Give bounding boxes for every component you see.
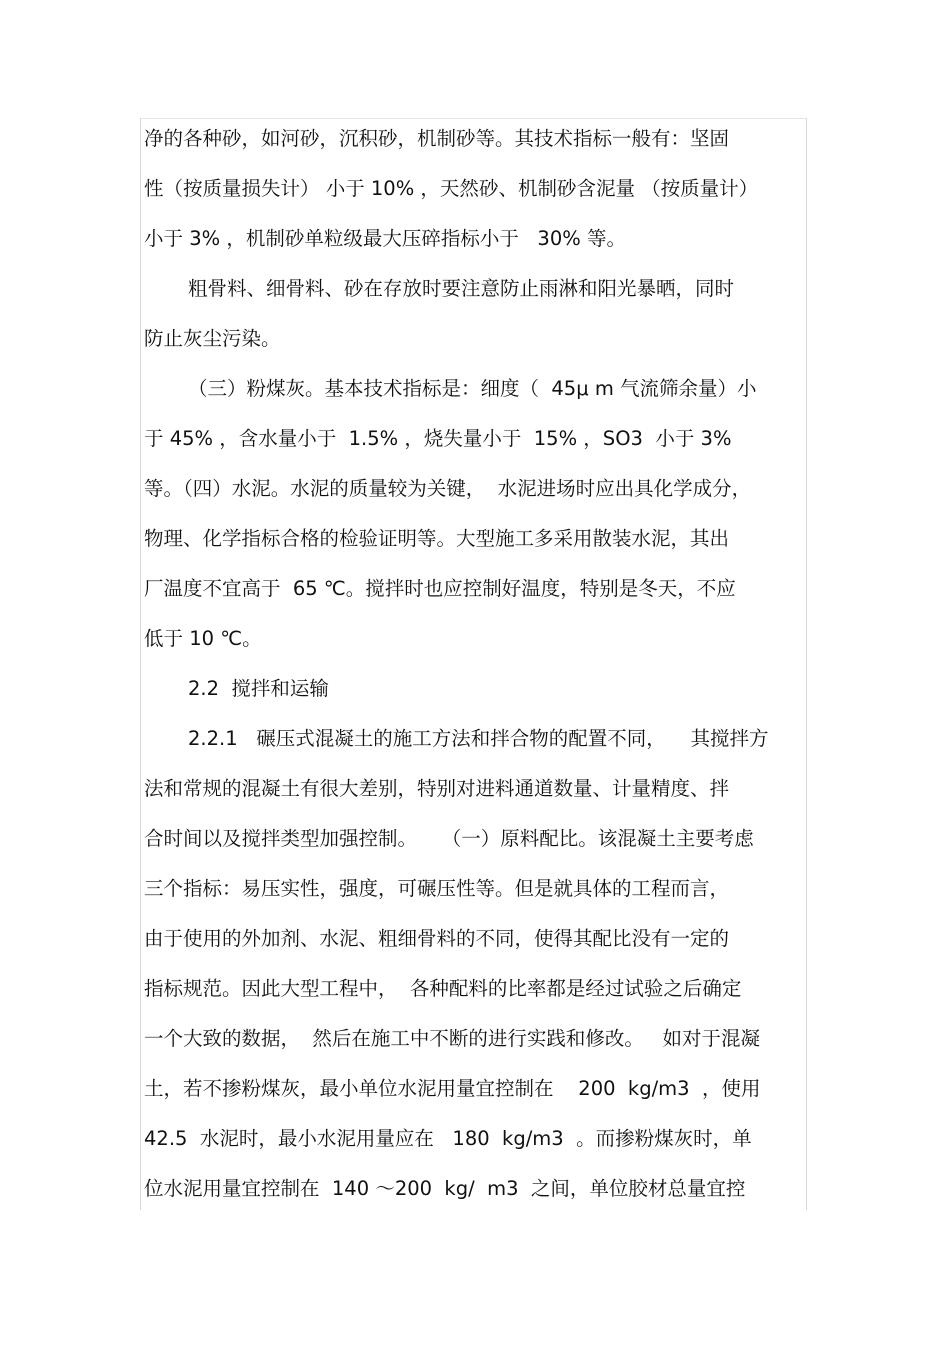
paragraph-line: 法和常规的混凝土有很大差别，特别对进料通道数量、计量精度、拌 [144, 777, 730, 800]
paragraph-line: 位水泥用量宜控制在 140 ～200 kg/ m3 之间，单位胶材总量宜控 [144, 1177, 746, 1200]
paragraph-line: 2.2.1 碾压式混凝土的施工方法和拌合物的配置不同， 其搅拌方 [188, 727, 769, 750]
paragraph-line: 粗骨料、细骨料、砂在存放时要注意防止雨淋和阳光暴晒，同时 [188, 277, 735, 300]
paragraph-line: 小于 3% ，机制砂单粒级最大压碎指标小于 30% 等。 [144, 227, 626, 250]
document-body [144, 114, 808, 1214]
paragraph-line: 由于使用的外加剂、水泥、粗细骨料的不同，使得其配比没有一定的 [144, 927, 730, 950]
paragraph-line: 42.5 水泥时，最小水泥用量应在 180 kg/m3 。而掺粉煤灰时，单 [144, 1127, 752, 1150]
section-heading: 2.2 搅拌和运输 [188, 677, 329, 700]
paragraph-line: 等。（四）水泥。水泥的质量较为关键， 水泥进场时应出具化学成分， [144, 477, 752, 500]
paragraph-line: 于 45% ，含水量小于 1.5% ，烧失量小于 15% ，SO3 小于 3% [144, 427, 732, 450]
paragraph-line: 指标规范。因此大型工程中， 各种配料的比率都是经过试验之后确定 [144, 977, 742, 1000]
paragraph-line: 低于 10 ℃。 [144, 627, 262, 650]
paragraph-line: 防止灰尘污染。 [144, 327, 281, 350]
paragraph-line: 性（按质量损失计） 小于 10% ，天然砂、机制砂含泥量 （按质量计） [144, 177, 759, 200]
paragraph-line: 合时间以及搅拌类型加强控制。 （一）原料配比。该混凝土主要考虑 [144, 827, 754, 850]
paragraph-line: （三）粉煤灰。基本技术指标是：细度（ 45μ m 气流筛余量）小 [188, 377, 757, 400]
paragraph-line: 三个指标：易压实性，强度，可碾压性等。但是就具体的工程而言， [144, 877, 730, 900]
paragraph-line: 物理、化学指标合格的检验证明等。大型施工多采用散装水泥，其出 [144, 527, 730, 550]
paragraph-line: 厂温度不宜高于 65 ℃。搅拌时也应控制好温度，特别是冬天，不应 [144, 577, 736, 600]
paragraph-line: 一个大致的数据， 然后在施工中不断的进行实践和修改。 如对于混凝 [144, 1027, 760, 1050]
paragraph-line: 土，若不掺粉煤灰，最小单位水泥用量宜控制在 200 kg/m3 ，使用 [144, 1077, 761, 1100]
paragraph-line: 净的各种砂，如河砂，沉积砂，机制砂等。其技术指标一般有：坚固 [144, 127, 730, 150]
